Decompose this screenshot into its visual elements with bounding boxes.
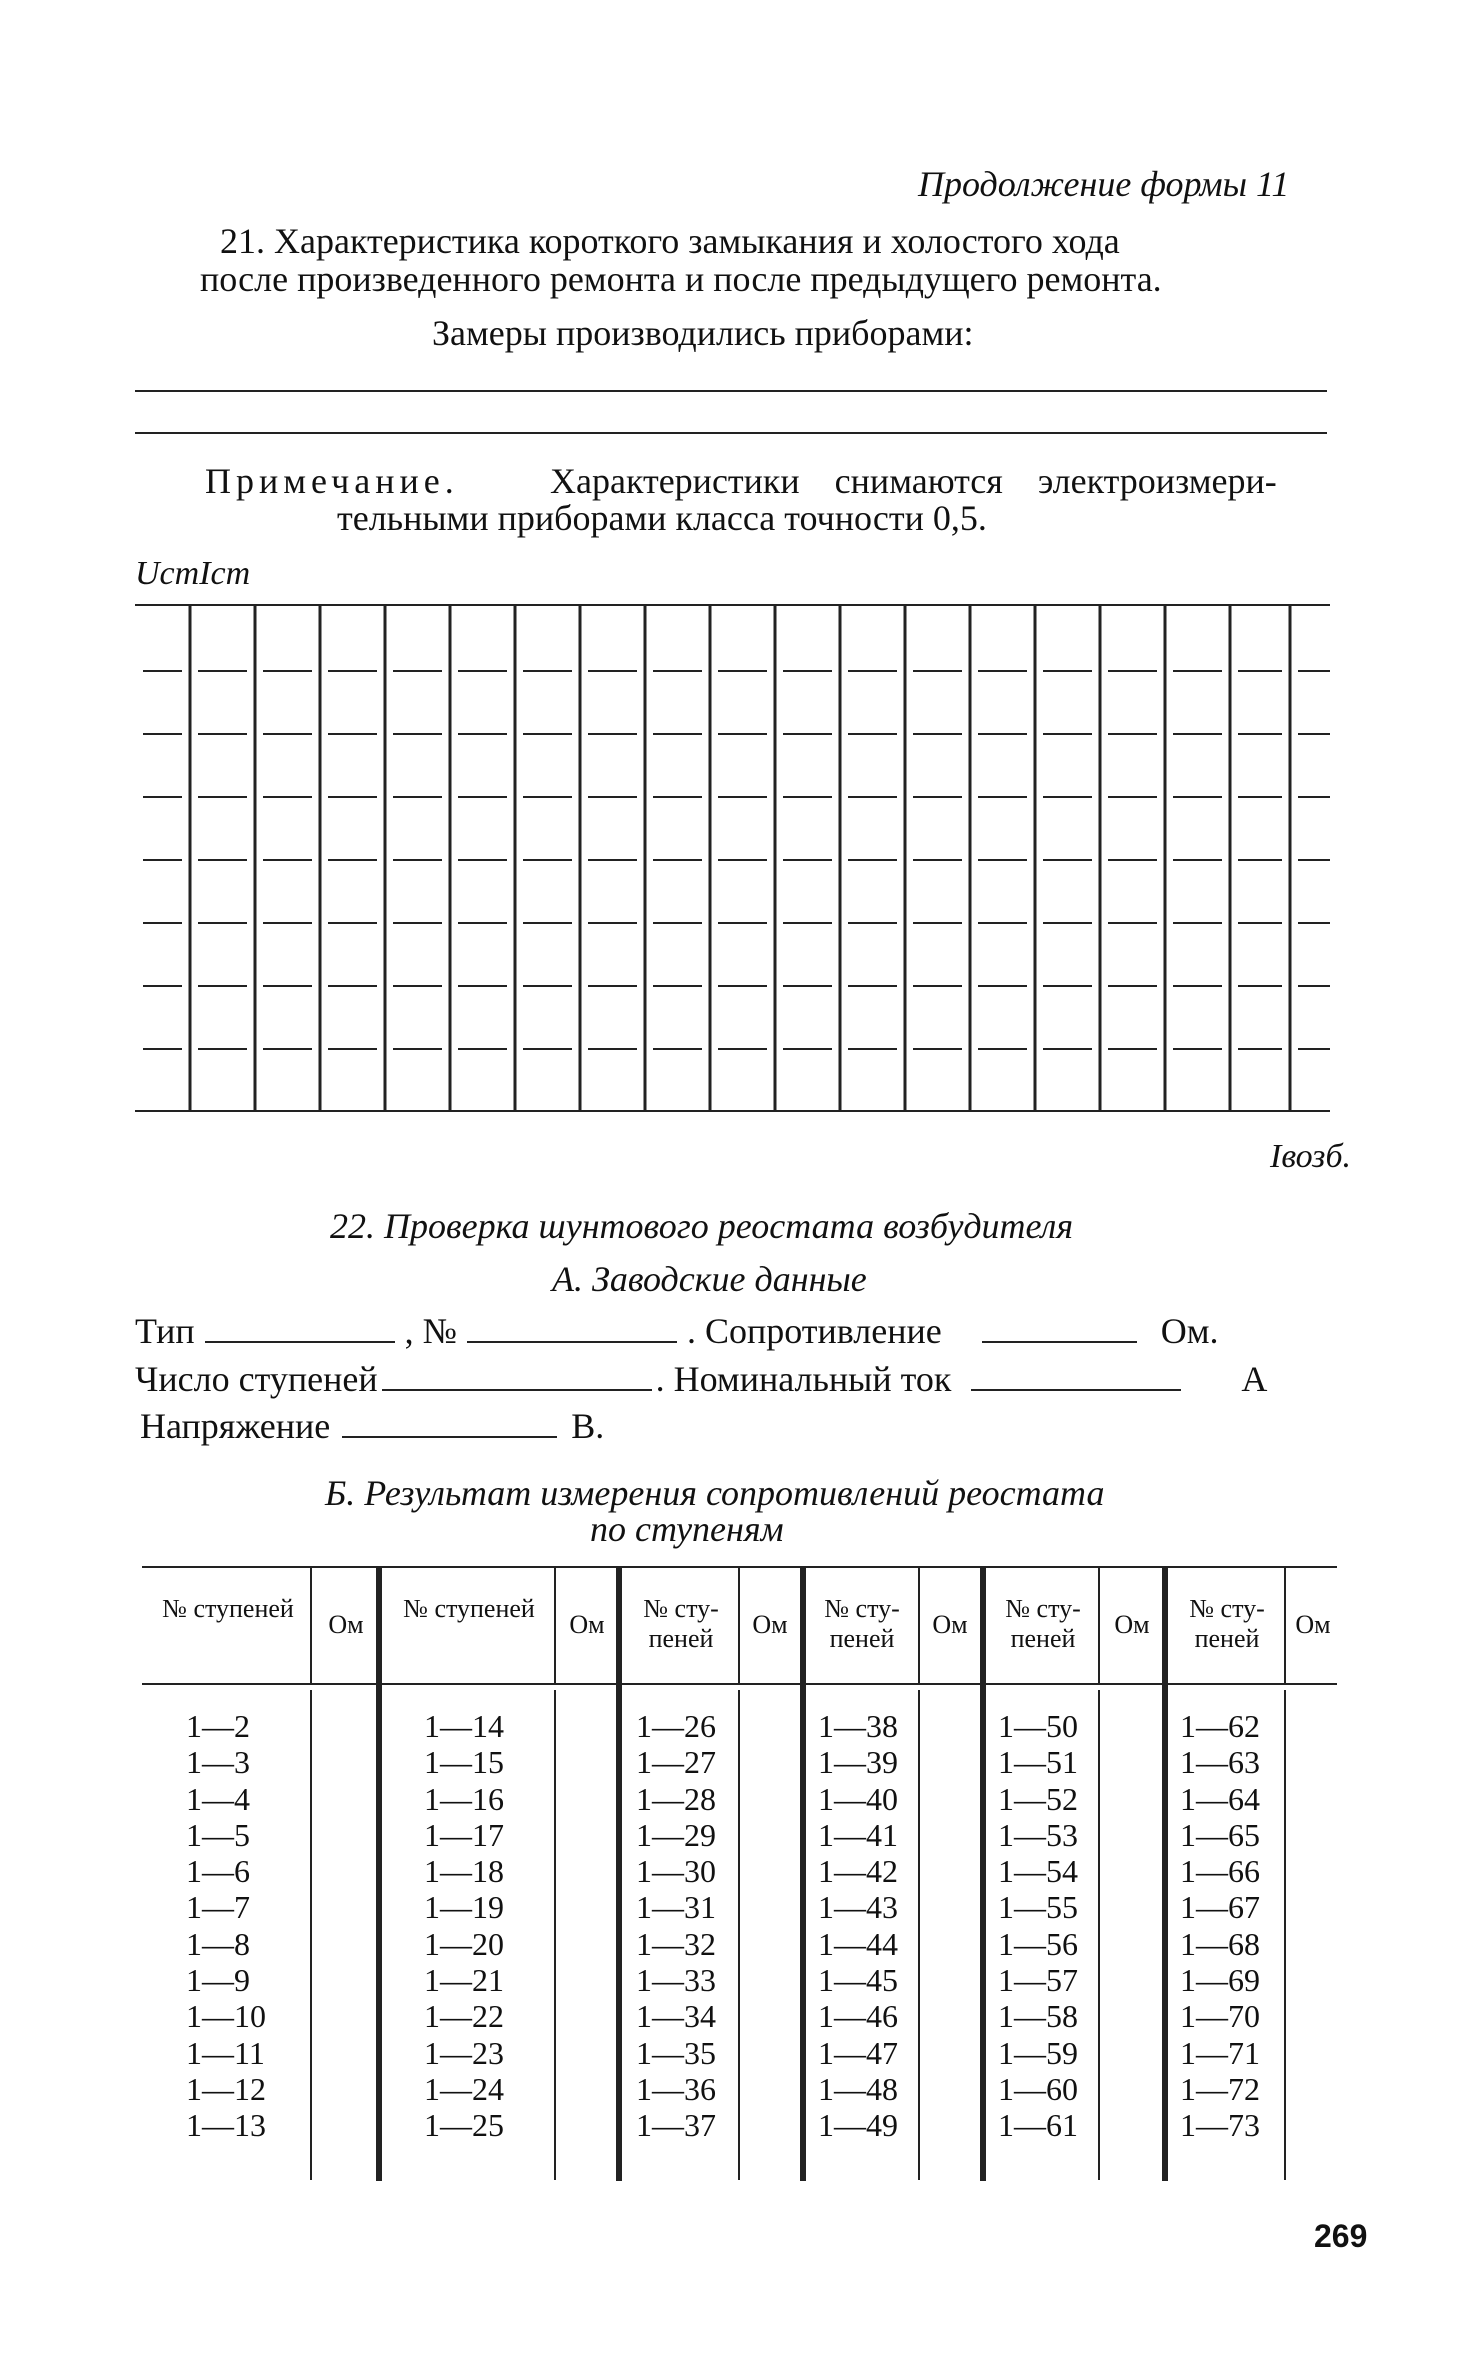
sep-4 [616,1566,622,2181]
step-cell: 1—72 [1180,2070,1260,2107]
note-word: Примечание. [205,461,459,501]
step-cell: 1—37 [636,2107,716,2144]
step-cell: 1—56 [998,1925,1078,1962]
step-cell: 1—32 [636,1925,716,1962]
step-cell: 1—8 [186,1925,250,1962]
steps-column-6 [1180,1708,1260,2144]
steps-column-4 [818,1708,898,2144]
sep-9a [1098,1566,1100,1683]
number-field[interactable] [467,1313,677,1343]
sep-1a [310,1566,312,1683]
steps-column-1 [186,1708,266,2144]
step-cell: 1—70 [1180,1998,1260,2035]
step-cell: 1—26 [636,1708,716,1744]
table-header-border [142,1683,1337,1685]
type-row [135,1310,1219,1352]
step-cell: 1—59 [998,2034,1078,2071]
header-ohm-2: Ом [569,1610,605,1639]
sep-3b [554,1690,556,2180]
page-number: 269 [1314,2218,1368,2254]
ohm-unit: Ом. [1160,1311,1219,1351]
step-cell: 1—22 [424,1998,504,2035]
step-cell: 1—4 [186,1780,250,1817]
step-cell: 1—38 [818,1708,898,1744]
step-cell: 1—5 [186,1816,250,1853]
step-cell: 1—24 [424,2070,504,2107]
subtitle-b-line2: по ступеням [590,1509,784,1549]
step-cell: 1—47 [818,2034,898,2071]
step-cell: 1—63 [1180,1744,1260,1781]
step-cell: 1—64 [1180,1780,1260,1817]
current-field[interactable] [971,1361,1181,1391]
step-cell: 1—61 [998,2107,1078,2144]
step-cell: 1—52 [998,1780,1078,1817]
step-cell: 1—45 [818,1962,898,1999]
step-cell: 1—34 [636,1998,716,2035]
step-cell: 1—57 [998,1962,1078,1999]
steps-label: Число ступеней [135,1359,378,1399]
step-cell: 1—12 [186,2070,266,2107]
step-cell: 1—35 [636,2034,716,2071]
note-line2: тельными приборами класса точности 0,5. [337,498,987,538]
section21-title-line1: 21. Характеристика короткого замыкания и холостого хода [220,221,1120,261]
section22-title: 22. Проверка шунтового реостата возбудителя [330,1206,1074,1246]
step-cell: 1—25 [424,2107,504,2144]
subtitle-a: А. Заводские данные [552,1259,867,1299]
step-cell: 1—55 [998,1889,1078,1926]
sep-7b [918,1690,920,2180]
step-cell: 1—13 [186,2107,266,2144]
volt-unit: В. [571,1406,605,1446]
steps-column-5 [998,1708,1078,2144]
sep-10 [1162,1566,1168,2181]
steps-column-2 [424,1708,504,2144]
step-cell: 1—21 [424,1962,504,1999]
sep-7a [918,1566,920,1683]
step-cell: 1—48 [818,2070,898,2107]
step-cell: 1—3 [186,1744,250,1781]
step-cell: 1—66 [1180,1853,1260,1890]
y-axis-label: UстIст [135,555,251,592]
step-cell: 1—65 [1180,1816,1260,1853]
type-field[interactable] [205,1313,395,1343]
step-cell: 1—29 [636,1816,716,1853]
instruments-label: Замеры производились приборами: [432,313,974,353]
step-cell: 1—18 [424,1853,504,1890]
step-cell: 1—46 [818,1998,898,2035]
step-cell: 1—69 [1180,1962,1260,1999]
step-cell: 1—53 [998,1816,1078,1853]
step-cell: 1—23 [424,2034,504,2071]
step-cell: 1—36 [636,2070,716,2107]
step-cell: 1—31 [636,1889,716,1926]
header-steps-6: № сту- пеней [1189,1594,1265,1653]
header-steps-5: № сту- пеней [1005,1594,1081,1653]
step-cell: 1—20 [424,1925,504,1962]
step-cell: 1—30 [636,1853,716,1890]
step-cell: 1—49 [818,2107,898,2144]
step-cell: 1—50 [998,1708,1078,1744]
step-cell: 1—73 [1180,2107,1260,2144]
table-top-border [142,1566,1337,1568]
step-cell: 1—27 [636,1744,716,1781]
sep-2 [376,1566,382,2181]
step-cell: 1—16 [424,1780,504,1817]
x-axis-label: Iвозб. [1270,1138,1352,1175]
current-label: . Номинальный ток [655,1359,952,1399]
header-ohm-3: Ом [752,1610,788,1639]
step-cell: 1—15 [424,1744,504,1781]
steps-field[interactable] [382,1361,652,1391]
step-cell: 1—17 [424,1816,504,1853]
step-cell: 1—67 [1180,1889,1260,1926]
step-cell: 1—44 [818,1925,898,1962]
step-cell: 1—60 [998,2070,1078,2107]
header-steps-4: № сту- пеней [824,1594,900,1653]
step-cell: 1—6 [186,1853,250,1890]
header-ohm-4: Ом [932,1610,968,1639]
step-cell: 1—2 [186,1708,250,1744]
number-label: , № [404,1311,457,1351]
sep-11b [1284,1690,1286,2180]
sep-8 [980,1566,986,2181]
sep-3a [554,1566,556,1683]
header-steps-2: № ступеней [403,1594,535,1623]
sep-5b [738,1690,740,2180]
step-cell: 1—19 [424,1889,504,1926]
sep-6 [800,1566,806,2181]
step-cell: 1—28 [636,1780,716,1817]
step-cell: 1—68 [1180,1925,1260,1962]
characteristic-graph [135,603,1330,1113]
amp-unit: А [1241,1359,1268,1399]
voltage-row [140,1405,604,1447]
step-cell: 1—42 [818,1853,898,1890]
step-cell: 1—7 [186,1889,250,1926]
sep-11a [1284,1566,1286,1683]
header-ohm-1: Ом [328,1610,364,1639]
instruments-line-2 [135,432,1327,434]
step-cell: 1—9 [186,1962,250,1999]
step-cell: 1—51 [998,1744,1078,1781]
header-ohm-5: Ом [1114,1610,1150,1639]
step-cell: 1—39 [818,1744,898,1781]
step-cell: 1—54 [998,1853,1078,1890]
step-cell: 1—62 [1180,1708,1260,1744]
step-cell: 1—71 [1180,2034,1260,2071]
note-rest1: Характеристики снимаются электроизмери- [550,461,1277,501]
steps-column-3 [636,1708,716,2144]
continuation-header: Продолжение формы 11 [918,164,1290,204]
step-cell: 1—11 [186,2034,265,2071]
voltage-label: Напряжение [140,1406,331,1446]
graph-grid [135,603,1330,1113]
header-steps-3: № сту- пеней [643,1594,719,1653]
step-cell: 1—33 [636,1962,716,1999]
voltage-field[interactable] [342,1408,557,1438]
sep-9b [1098,1690,1100,2180]
step-cell: 1—14 [424,1708,504,1744]
step-cell: 1—40 [818,1780,898,1817]
resistance-label: . Сопротивление [686,1311,942,1351]
header-ohm-6: Ом [1295,1610,1331,1639]
section21-title-line2: после произведенного ремонта и после предыдущего ремонта. [200,259,1162,299]
step-cell: 1—43 [818,1889,898,1926]
step-cell: 1—10 [186,1998,266,2035]
resistance-field[interactable] [982,1313,1137,1343]
step-cell: 1—58 [998,1998,1078,2035]
header-steps-1: № ступеней [162,1594,294,1623]
sep-1b [310,1690,312,2180]
step-cell: 1—41 [818,1816,898,1853]
sep-5a [738,1566,740,1683]
instruments-line-1 [135,390,1327,392]
type-label: Тип [135,1311,195,1351]
steps-row [135,1358,1267,1400]
subtitle-b-line1: Б. Результат измерения сопротивлений реостата [325,1473,1105,1513]
